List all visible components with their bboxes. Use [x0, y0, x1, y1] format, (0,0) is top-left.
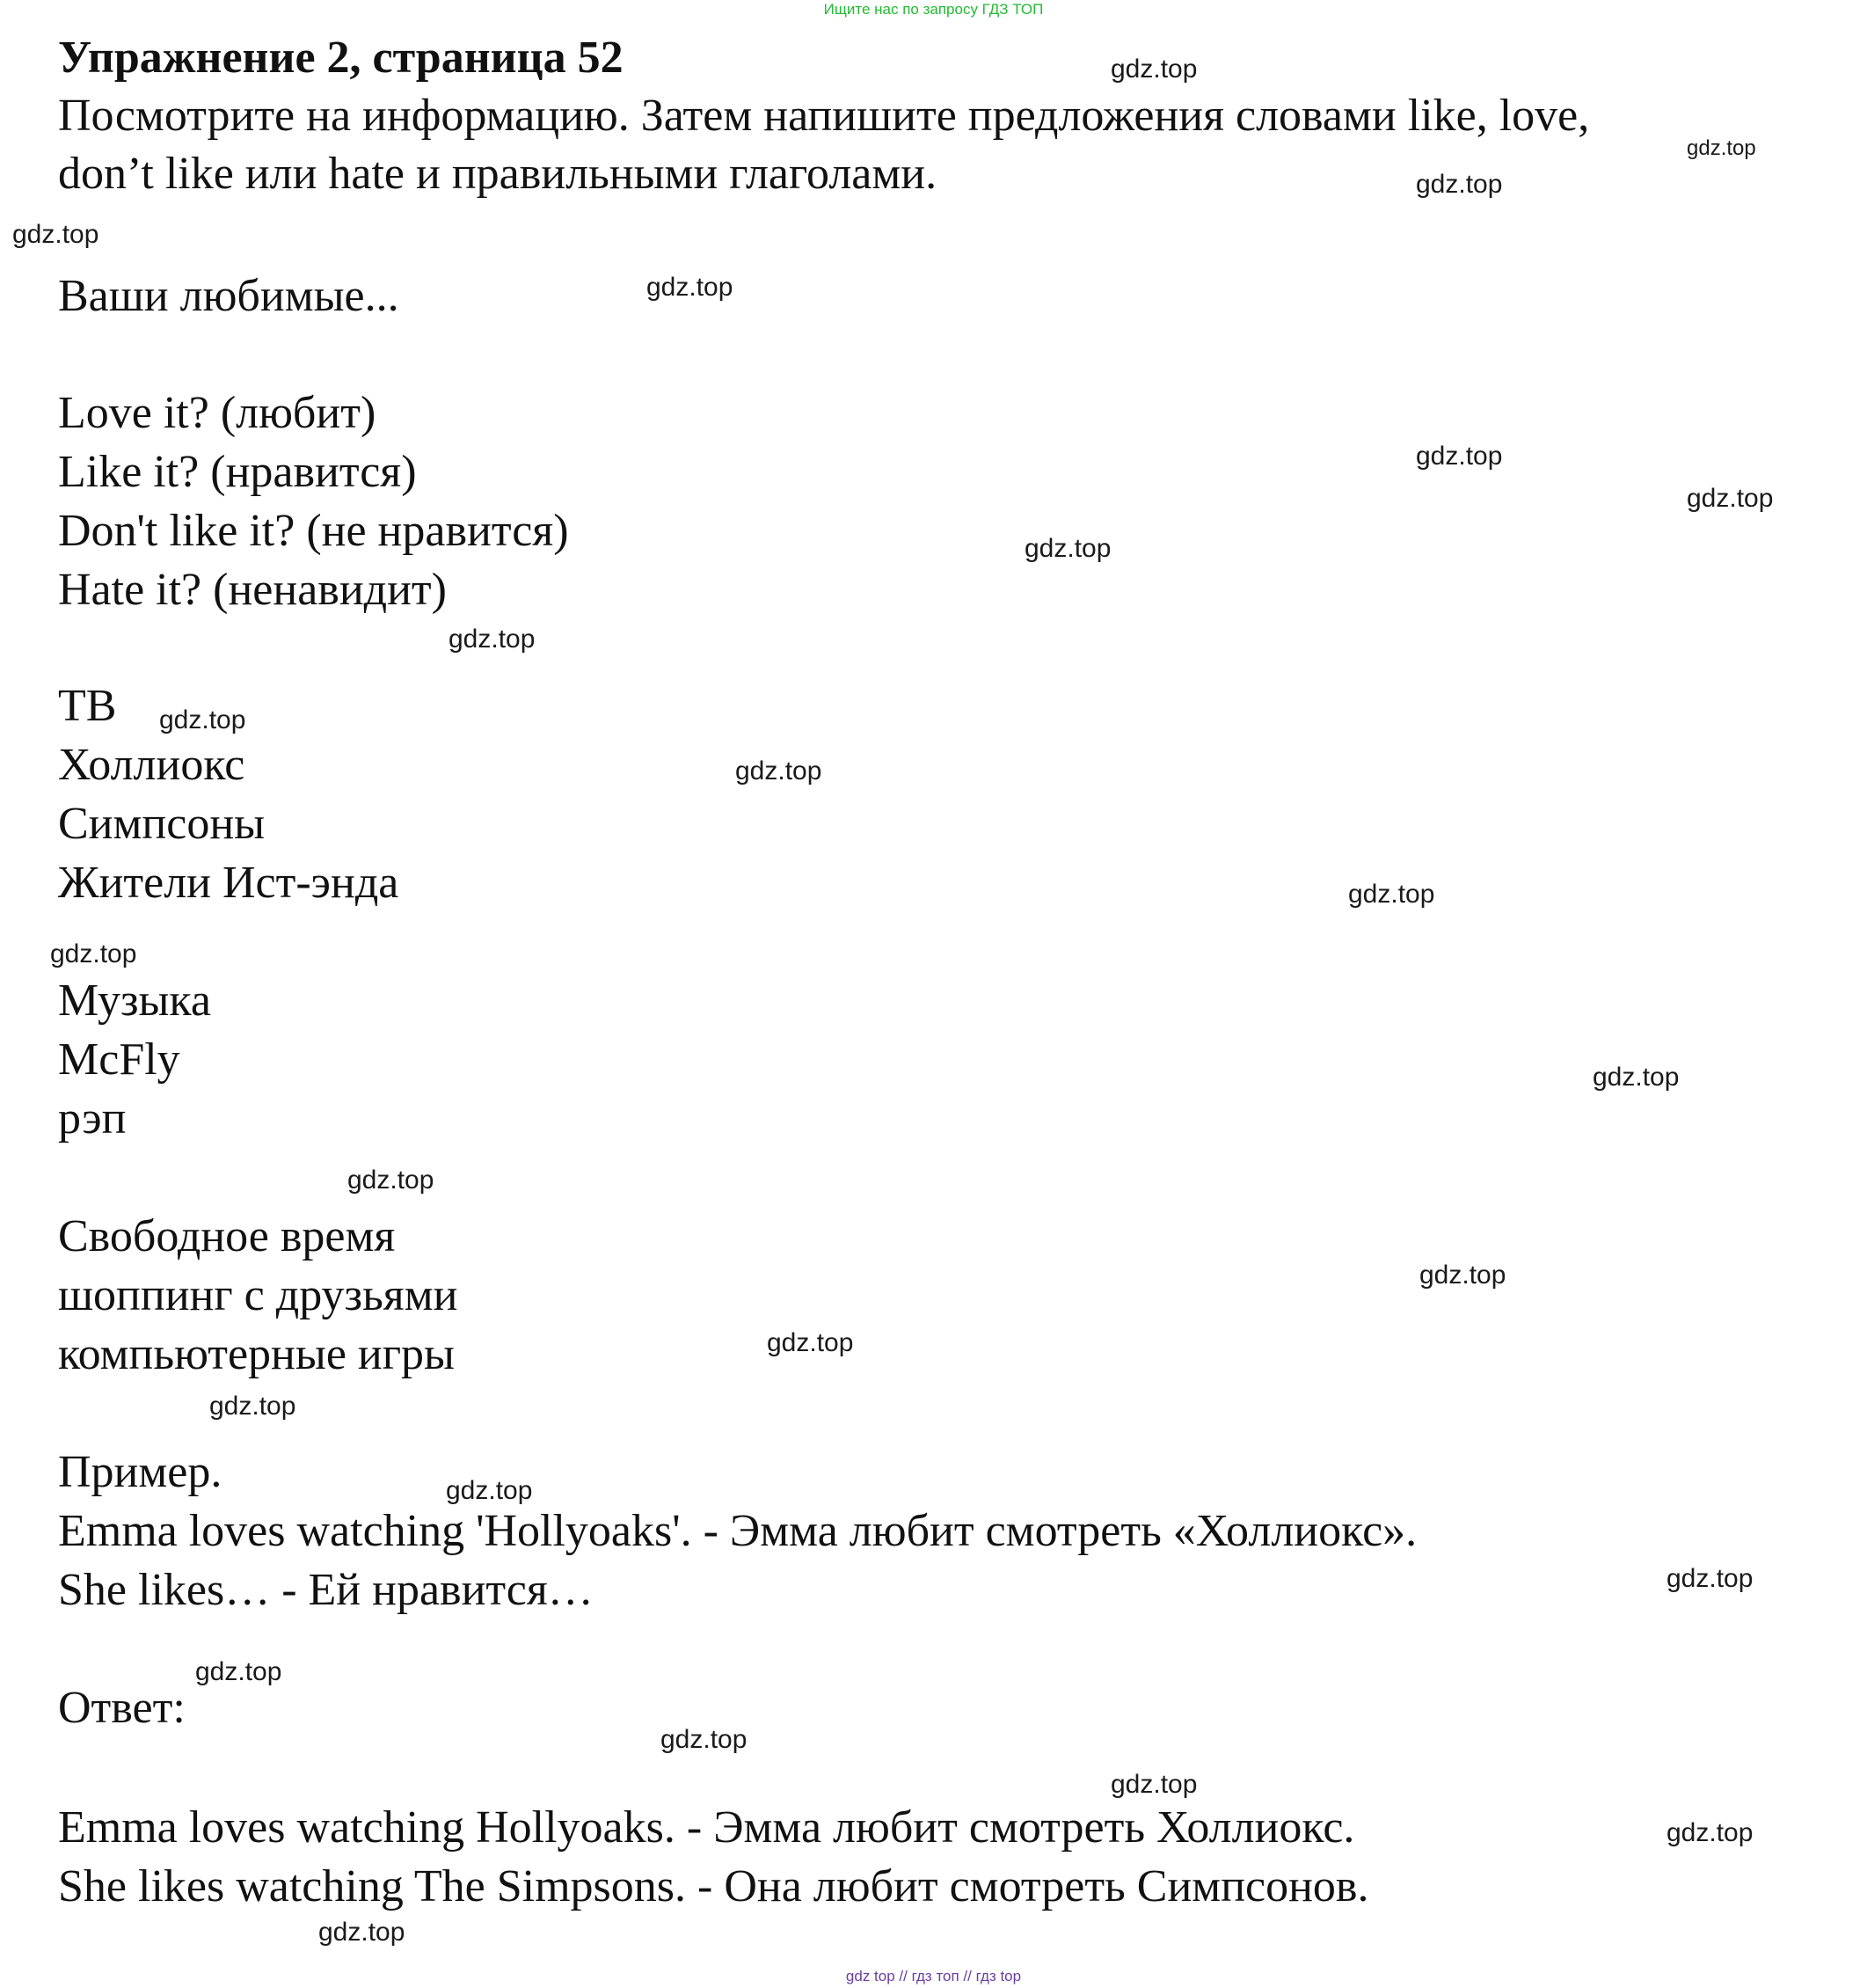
- legend-hate: Hate it? (ненавидит): [58, 565, 447, 615]
- tv-item-hollyoaks: Холлиокс: [58, 740, 245, 790]
- watermark: gdz.top: [1687, 136, 1756, 160]
- category-tv-title: ТВ: [58, 681, 117, 731]
- watermark: gdz.top: [318, 1918, 405, 1947]
- answer-line-2: She likes watching The Simpsons. - Она любит смотреть Симпсонов.: [58, 1861, 1369, 1911]
- watermark: gdz.top: [159, 705, 246, 735]
- legend-dont-like: Don't like it? (не нравится): [58, 506, 569, 556]
- watermark: gdz.top: [735, 756, 822, 786]
- tv-item-eastenders: Жители Ист-энда: [58, 858, 399, 908]
- watermark: gdz.top: [1111, 55, 1198, 84]
- example-line-1: Emma loves watching 'Hollyoaks'. - Эмма любит смотреть «Холлиокс».: [58, 1506, 1418, 1556]
- watermark: gdz.top: [1416, 442, 1503, 471]
- watermark: gdz.top: [1025, 534, 1112, 563]
- watermark: gdz.top: [1666, 1564, 1754, 1593]
- watermark: gdz.top: [767, 1328, 854, 1357]
- example-line-2: She likes… - Ей нравится…: [58, 1565, 594, 1615]
- watermark: gdz.top: [12, 220, 99, 249]
- footer-watermark: gdz top // гдз топ // гдз top: [845, 1968, 1022, 1984]
- watermark: gdz.top: [1419, 1261, 1506, 1290]
- legend-like: Like it? (нравится): [58, 447, 417, 497]
- watermark: gdz.top: [195, 1657, 282, 1686]
- example-label: Пример.: [58, 1447, 222, 1497]
- watermark: gdz.top: [1593, 1063, 1680, 1092]
- watermark: gdz.top: [1687, 484, 1774, 513]
- top-banner: Ищите нас по запросу ГДЗ ТОП: [823, 1, 1044, 18]
- music-item-mcfly: McFly: [58, 1034, 180, 1085]
- watermark: gdz.top: [660, 1725, 748, 1754]
- page-title: Упражнение 2, страница 52: [58, 33, 624, 83]
- watermark: gdz.top: [1111, 1770, 1198, 1799]
- free-time-item-shopping: шоппинг с друзьями: [58, 1270, 458, 1320]
- watermark: gdz.top: [646, 273, 733, 302]
- watermark: gdz.top: [1348, 880, 1435, 909]
- favourites-heading: Ваши любимые...: [58, 271, 399, 321]
- watermark: gdz.top: [347, 1166, 434, 1195]
- watermark: gdz.top: [1666, 1818, 1754, 1847]
- answer-line-1: Emma loves watching Hollyoaks. - Эмма любит смотреть Холлиокс.: [58, 1802, 1355, 1853]
- watermark: gdz.top: [446, 1476, 533, 1505]
- free-time-item-games: компьютерные игры: [58, 1329, 455, 1379]
- category-free-time-title: Свободное время: [58, 1211, 396, 1261]
- answer-label: Ответ:: [58, 1683, 186, 1733]
- watermark: gdz.top: [449, 625, 536, 654]
- watermark: gdz.top: [50, 939, 137, 968]
- legend-love: Love it? (любит): [58, 388, 376, 438]
- tv-item-simpsons: Симпсоны: [58, 799, 266, 849]
- watermark: gdz.top: [1416, 170, 1503, 199]
- watermark: gdz.top: [209, 1392, 296, 1421]
- instruction-line-1: Посмотрите на информацию. Затем напишите предложения словами like, love,: [58, 91, 1590, 141]
- category-music-title: Музыка: [58, 976, 211, 1026]
- instruction-line-2: don’t like или hate и правильными глаголами.: [58, 149, 937, 199]
- music-item-rap: рэп: [58, 1093, 127, 1144]
